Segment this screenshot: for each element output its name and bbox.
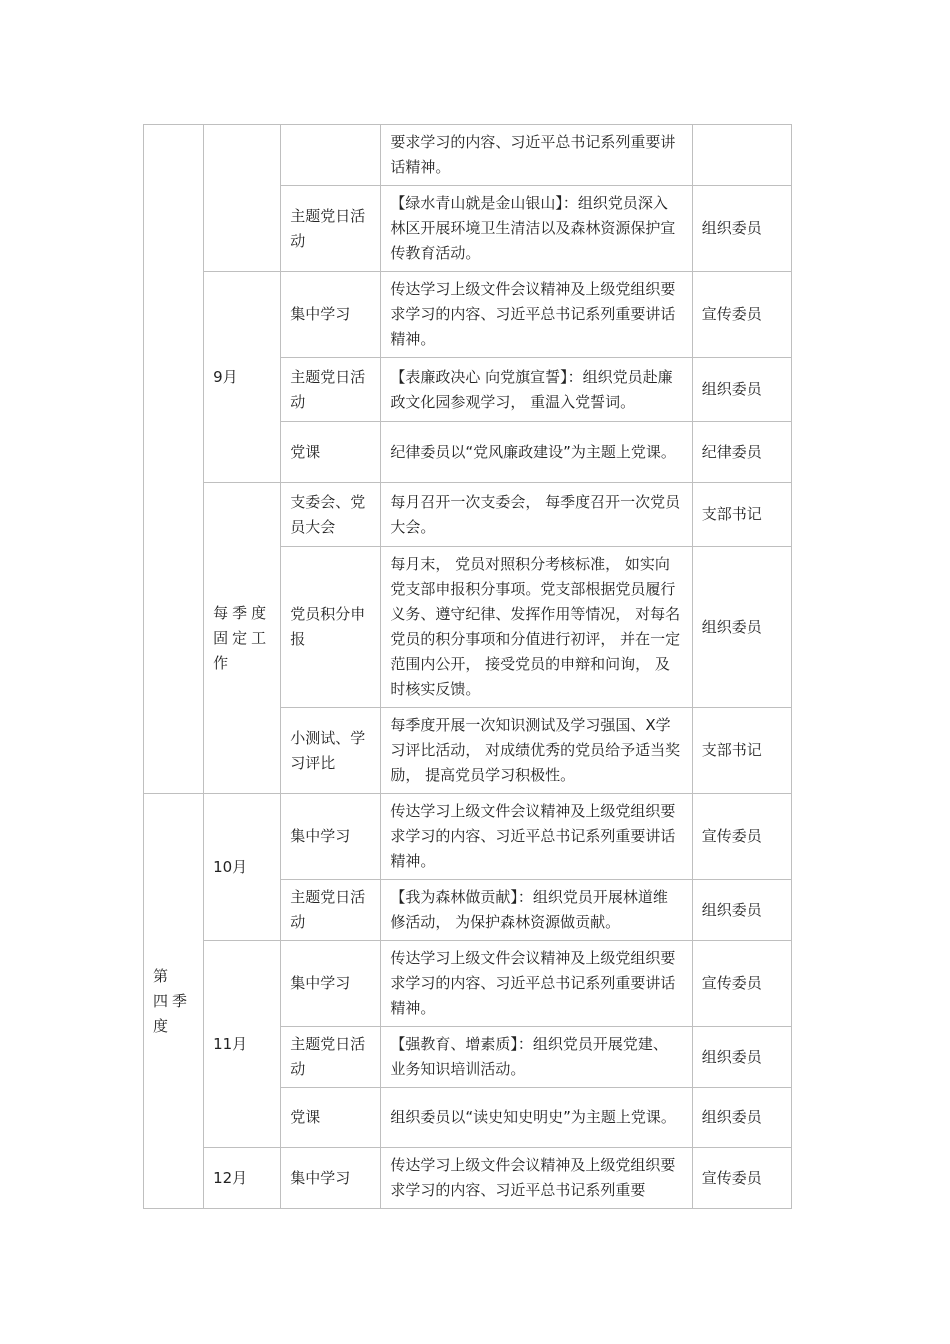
content-cell: 要求学习的内容、习近平总书记系列重要讲话精神。 [381,125,692,186]
owner-cell [692,125,791,186]
content-cell: 传达学习上级文件会议精神及上级党组织要求学习的内容、习近平总书记系列重要讲话精神。 [381,794,692,880]
type-cell: 主题党日活动 [281,880,381,941]
content-cell: 【强教育、增素质】：组织党员开展党建、业务知识培训活动。 [381,1027,692,1088]
quarter-cell [144,125,204,794]
table-row [144,941,792,1027]
owner-cell: 组织委员 [692,358,791,422]
type-cell: 党课 [281,1088,381,1148]
owner-cell: 宣传委员 [692,794,791,880]
owner-cell: 宣传委员 [692,272,791,358]
month-cell: 10月 [204,794,281,941]
type-cell: 集中学习 [281,794,381,880]
work-plan-table [143,124,792,1209]
type-cell: 党员积分申报 [281,547,381,708]
type-cell [281,125,381,186]
owner-cell: 组织委员 [692,186,791,272]
month-cell: 9月 [204,272,281,483]
type-cell: 集中学习 [281,1148,381,1209]
type-cell: 小测试、学习评比 [281,708,381,794]
type-cell: 主题党日活动 [281,186,381,272]
type-cell: 支委会、党员大会 [281,483,381,547]
type-cell: 集中学习 [281,941,381,1027]
content-cell: 组织委员以“读史知史明史”为主题上党课。 [381,1088,692,1148]
owner-cell: 纪律委员 [692,422,791,483]
content-cell: 传达学习上级文件会议精神及上级党组织要求学习的内容、习近平总书记系列重要讲话精神。 [381,941,692,1027]
table-row [144,125,792,186]
owner-cell: 组织委员 [692,880,791,941]
content-cell: 每月末， 党员对照积分考核标准， 如实向党支部申报积分事项。党支部根据党员履行义务、遵守纪律、发挥作用等情况， 对每名党员的积分事项和分值进行初评， 并在一定范围内公开， 接受党员的申辩和问询， 及时核实反馈。 [381,547,692,708]
table-row [144,1148,792,1209]
type-cell: 党课 [281,422,381,483]
owner-cell: 组织委员 [692,1088,791,1148]
month-cell [204,125,281,272]
owner-cell: 支部书记 [692,708,791,794]
table-row [144,272,792,358]
owner-cell: 组织委员 [692,547,791,708]
content-cell: 每月召开一次支委会， 每季度召开一次党员大会。 [381,483,692,547]
content-cell: 传达学习上级文件会议精神及上级党组织要求学习的内容、习近平总书记系列重要讲话精神。 [381,272,692,358]
content-cell: 【我为森林做贡献】：组织党员开展林道维修活动， 为保护森林资源做贡献。 [381,880,692,941]
type-cell: 集中学习 [281,272,381,358]
content-cell: 纪律委员以“党风廉政建设”为主题上党课。 [381,422,692,483]
table-row [144,483,792,547]
type-cell: 主题党日活动 [281,1027,381,1088]
owner-cell: 宣传委员 [692,941,791,1027]
quarter-cell: 第 四季度 [144,794,204,1209]
content-cell: 【绿水青山就是金山银山】：组织党员深入林区开展环境卫生清洁以及森林资源保护宣传教育活动。 [381,186,692,272]
owner-cell: 组织委员 [692,1027,791,1088]
month-cell: 每季度固定工作 [204,483,281,794]
owner-cell: 宣传委员 [692,1148,791,1209]
owner-cell: 支部书记 [692,483,791,547]
type-cell: 主题党日活动 [281,358,381,422]
month-cell: 11月 [204,941,281,1148]
month-cell: 12月 [204,1148,281,1209]
table-row [144,794,792,880]
content-cell: 传达学习上级文件会议精神及上级党组织要求学习的内容、习近平总书记系列重要 [381,1148,692,1209]
content-cell: 【表廉政决心 向党旗宣誓】：组织党员赴廉政文化园参观学习， 重温入党誓词。 [381,358,692,422]
content-cell: 每季度开展一次知识测试及学习强国、X学习评比活动， 对成绩优秀的党员给予适当奖励， 提高党员学习积极性。 [381,708,692,794]
